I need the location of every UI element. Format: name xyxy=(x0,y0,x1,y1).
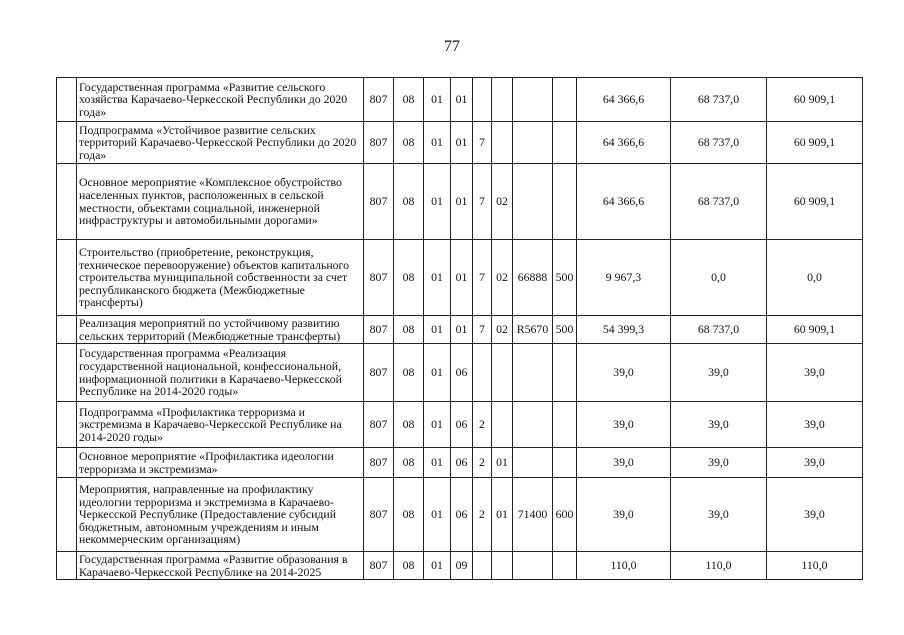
sum-year-1: 64 366,6 xyxy=(577,164,671,240)
expense-type-code xyxy=(553,448,577,478)
expense-type-code xyxy=(553,402,577,448)
sum-year-3: 39,0 xyxy=(767,402,863,448)
row-margin-cell xyxy=(57,552,77,580)
subprogram-code xyxy=(473,552,492,580)
measure-code xyxy=(492,552,513,580)
row-margin-cell xyxy=(57,316,77,344)
direction-code xyxy=(513,164,553,240)
table-row xyxy=(57,478,863,552)
subsection-code: 01 xyxy=(424,164,451,240)
expense-type-code xyxy=(553,122,577,164)
subsection-code: 01 xyxy=(424,316,451,344)
table-row xyxy=(57,164,863,240)
section-code: 08 xyxy=(394,552,424,580)
sum-year-1: 39,0 xyxy=(577,344,671,402)
direction-code xyxy=(513,448,553,478)
subprogram-code: 7 xyxy=(473,316,492,344)
program-code: 06 xyxy=(451,478,473,552)
program-code: 09 xyxy=(451,552,473,580)
program-code: 01 xyxy=(451,316,473,344)
measure-code: 02 xyxy=(492,164,513,240)
row-name: Основное мероприятие «Профилактика идеологии терроризма и экстремизма» xyxy=(77,448,364,478)
measure-code xyxy=(492,78,513,122)
grbs-code: 807 xyxy=(364,316,394,344)
sum-year-2: 68 737,0 xyxy=(671,164,767,240)
expense-type-code: 600 xyxy=(553,478,577,552)
subprogram-code xyxy=(473,344,492,402)
table-row xyxy=(57,78,863,122)
grbs-code: 807 xyxy=(364,402,394,448)
sum-year-1: 39,0 xyxy=(577,402,671,448)
expense-type-code xyxy=(553,552,577,580)
sum-year-3: 39,0 xyxy=(767,478,863,552)
sum-year-1: 110,0 xyxy=(577,552,671,580)
sum-year-1: 39,0 xyxy=(577,448,671,478)
section-code: 08 xyxy=(394,240,424,316)
sum-year-3: 39,0 xyxy=(767,344,863,402)
subsection-code: 01 xyxy=(424,402,451,448)
row-margin-cell xyxy=(57,344,77,402)
sum-year-3: 0,0 xyxy=(767,240,863,316)
expense-type-code xyxy=(553,78,577,122)
row-name: Мероприятия, направленные на профилактику идеологии терроризма и экстремизма в Карачаево-Черкесской Республике (Предоставление субсидий бюджетным, автономным учреждениям и иным некоммерческим организациям) xyxy=(77,478,364,552)
sum-year-2: 0,0 xyxy=(671,240,767,316)
table-row xyxy=(57,240,863,316)
sum-year-1: 39,0 xyxy=(577,478,671,552)
row-margin-cell xyxy=(57,164,77,240)
subsection-code: 01 xyxy=(424,122,451,164)
grbs-code: 807 xyxy=(364,122,394,164)
sum-year-1: 54 399,3 xyxy=(577,316,671,344)
sum-year-2: 68 737,0 xyxy=(671,78,767,122)
grbs-code: 807 xyxy=(364,448,394,478)
subprogram-code: 7 xyxy=(473,122,492,164)
sum-year-3: 60 909,1 xyxy=(767,316,863,344)
measure-code xyxy=(492,402,513,448)
row-margin-cell xyxy=(57,122,77,164)
subprogram-code: 2 xyxy=(473,448,492,478)
direction-code xyxy=(513,344,553,402)
grbs-code: 807 xyxy=(364,240,394,316)
subprogram-code: 7 xyxy=(473,164,492,240)
subsection-code: 01 xyxy=(424,240,451,316)
measure-code: 02 xyxy=(492,316,513,344)
section-code: 08 xyxy=(394,78,424,122)
subsection-code: 01 xyxy=(424,478,451,552)
measure-code: 01 xyxy=(492,478,513,552)
measure-code xyxy=(492,122,513,164)
subprogram-code: 7 xyxy=(473,240,492,316)
row-margin-cell xyxy=(57,78,77,122)
program-code: 06 xyxy=(451,402,473,448)
table-row xyxy=(57,402,863,448)
subsection-code: 01 xyxy=(424,552,451,580)
direction-code: 71400 xyxy=(513,478,553,552)
section-code: 08 xyxy=(394,402,424,448)
direction-code: R5670 xyxy=(513,316,553,344)
row-name: Государственная программа «Развитие образования в Карачаево-Черкесской Республике на 2014-2025 xyxy=(77,552,364,580)
expense-type-code xyxy=(553,344,577,402)
page-number: 77 xyxy=(444,38,460,55)
section-code: 08 xyxy=(394,448,424,478)
table-row xyxy=(57,552,863,580)
row-name: Подпрограмма «Устойчивое развитие сельских территорий Карачаево-Черкесской Республики до 2020 года» xyxy=(77,122,364,164)
row-name: Подпрограмма «Профилактика терроризма и экстремизма в Карачаево-Черкесской Республике на 2014-2020 годы» xyxy=(77,402,364,448)
program-code: 06 xyxy=(451,448,473,478)
sum-year-2: 68 737,0 xyxy=(671,122,767,164)
expense-type-code: 500 xyxy=(553,240,577,316)
sum-year-3: 60 909,1 xyxy=(767,164,863,240)
budget-table xyxy=(56,77,863,580)
sum-year-2: 39,0 xyxy=(671,448,767,478)
sum-year-1: 64 366,6 xyxy=(577,122,671,164)
measure-code xyxy=(492,344,513,402)
program-code: 06 xyxy=(451,344,473,402)
measure-code: 02 xyxy=(492,240,513,316)
sum-year-2: 68 737,0 xyxy=(671,316,767,344)
table-row xyxy=(57,316,863,344)
direction-code xyxy=(513,402,553,448)
section-code: 08 xyxy=(394,478,424,552)
section-code: 08 xyxy=(394,122,424,164)
sum-year-3: 60 909,1 xyxy=(767,78,863,122)
grbs-code: 807 xyxy=(364,78,394,122)
table-row xyxy=(57,448,863,478)
section-code: 08 xyxy=(394,344,424,402)
table-row xyxy=(57,122,863,164)
row-name: Государственная программа «Развитие сельского хозяйства Карачаево-Черкесской Республики до 2020 года» xyxy=(77,78,364,122)
row-margin-cell xyxy=(57,402,77,448)
subsection-code: 01 xyxy=(424,448,451,478)
subprogram-code: 2 xyxy=(473,478,492,552)
grbs-code: 807 xyxy=(364,478,394,552)
sum-year-2: 110,0 xyxy=(671,552,767,580)
direction-code xyxy=(513,122,553,164)
sum-year-3: 110,0 xyxy=(767,552,863,580)
subsection-code: 01 xyxy=(424,344,451,402)
row-name: Государственная программа «Реализация государственной национальной, конфессиональной, информационной политики в Карачаево-Черкесской Республике на 2014-2020 годы» xyxy=(77,344,364,402)
row-margin-cell xyxy=(57,478,77,552)
sum-year-1: 64 366,6 xyxy=(577,78,671,122)
table-row xyxy=(57,344,863,402)
row-margin-cell xyxy=(57,240,77,316)
program-code: 01 xyxy=(451,240,473,316)
program-code: 01 xyxy=(451,164,473,240)
sum-year-2: 39,0 xyxy=(671,402,767,448)
subsection-code: 01 xyxy=(424,78,451,122)
row-name: Реализация мероприятий по устойчивому развитию сельских территорий (Межбюджетные трансферты) xyxy=(77,316,364,344)
subprogram-code: 2 xyxy=(473,402,492,448)
sum-year-1: 9 967,3 xyxy=(577,240,671,316)
grbs-code: 807 xyxy=(364,164,394,240)
expense-type-code xyxy=(553,164,577,240)
sum-year-2: 39,0 xyxy=(671,478,767,552)
sum-year-3: 39,0 xyxy=(767,448,863,478)
program-code: 01 xyxy=(451,122,473,164)
sum-year-2: 39,0 xyxy=(671,344,767,402)
section-code: 08 xyxy=(394,316,424,344)
sum-year-3: 60 909,1 xyxy=(767,122,863,164)
subprogram-code xyxy=(473,78,492,122)
row-name: Основное мероприятие «Комплексное обустройство населенных пунктов, расположенных в сельской местности, объектами социальной, инженерной инфраструктуры и автомобильными дорогами» xyxy=(77,164,364,240)
grbs-code: 807 xyxy=(364,344,394,402)
expense-type-code: 500 xyxy=(553,316,577,344)
measure-code: 01 xyxy=(492,448,513,478)
grbs-code: 807 xyxy=(364,552,394,580)
direction-code xyxy=(513,552,553,580)
section-code: 08 xyxy=(394,164,424,240)
direction-code xyxy=(513,78,553,122)
row-name: Строительство (приобретение, реконструкция, техническое перевооружение) объектов капитального строительства муниципальной собственности за счет республиканского бюджета (Межбюджетные трансферты) xyxy=(77,240,364,316)
row-margin-cell xyxy=(57,448,77,478)
program-code: 01 xyxy=(451,78,473,122)
direction-code: 66888 xyxy=(513,240,553,316)
